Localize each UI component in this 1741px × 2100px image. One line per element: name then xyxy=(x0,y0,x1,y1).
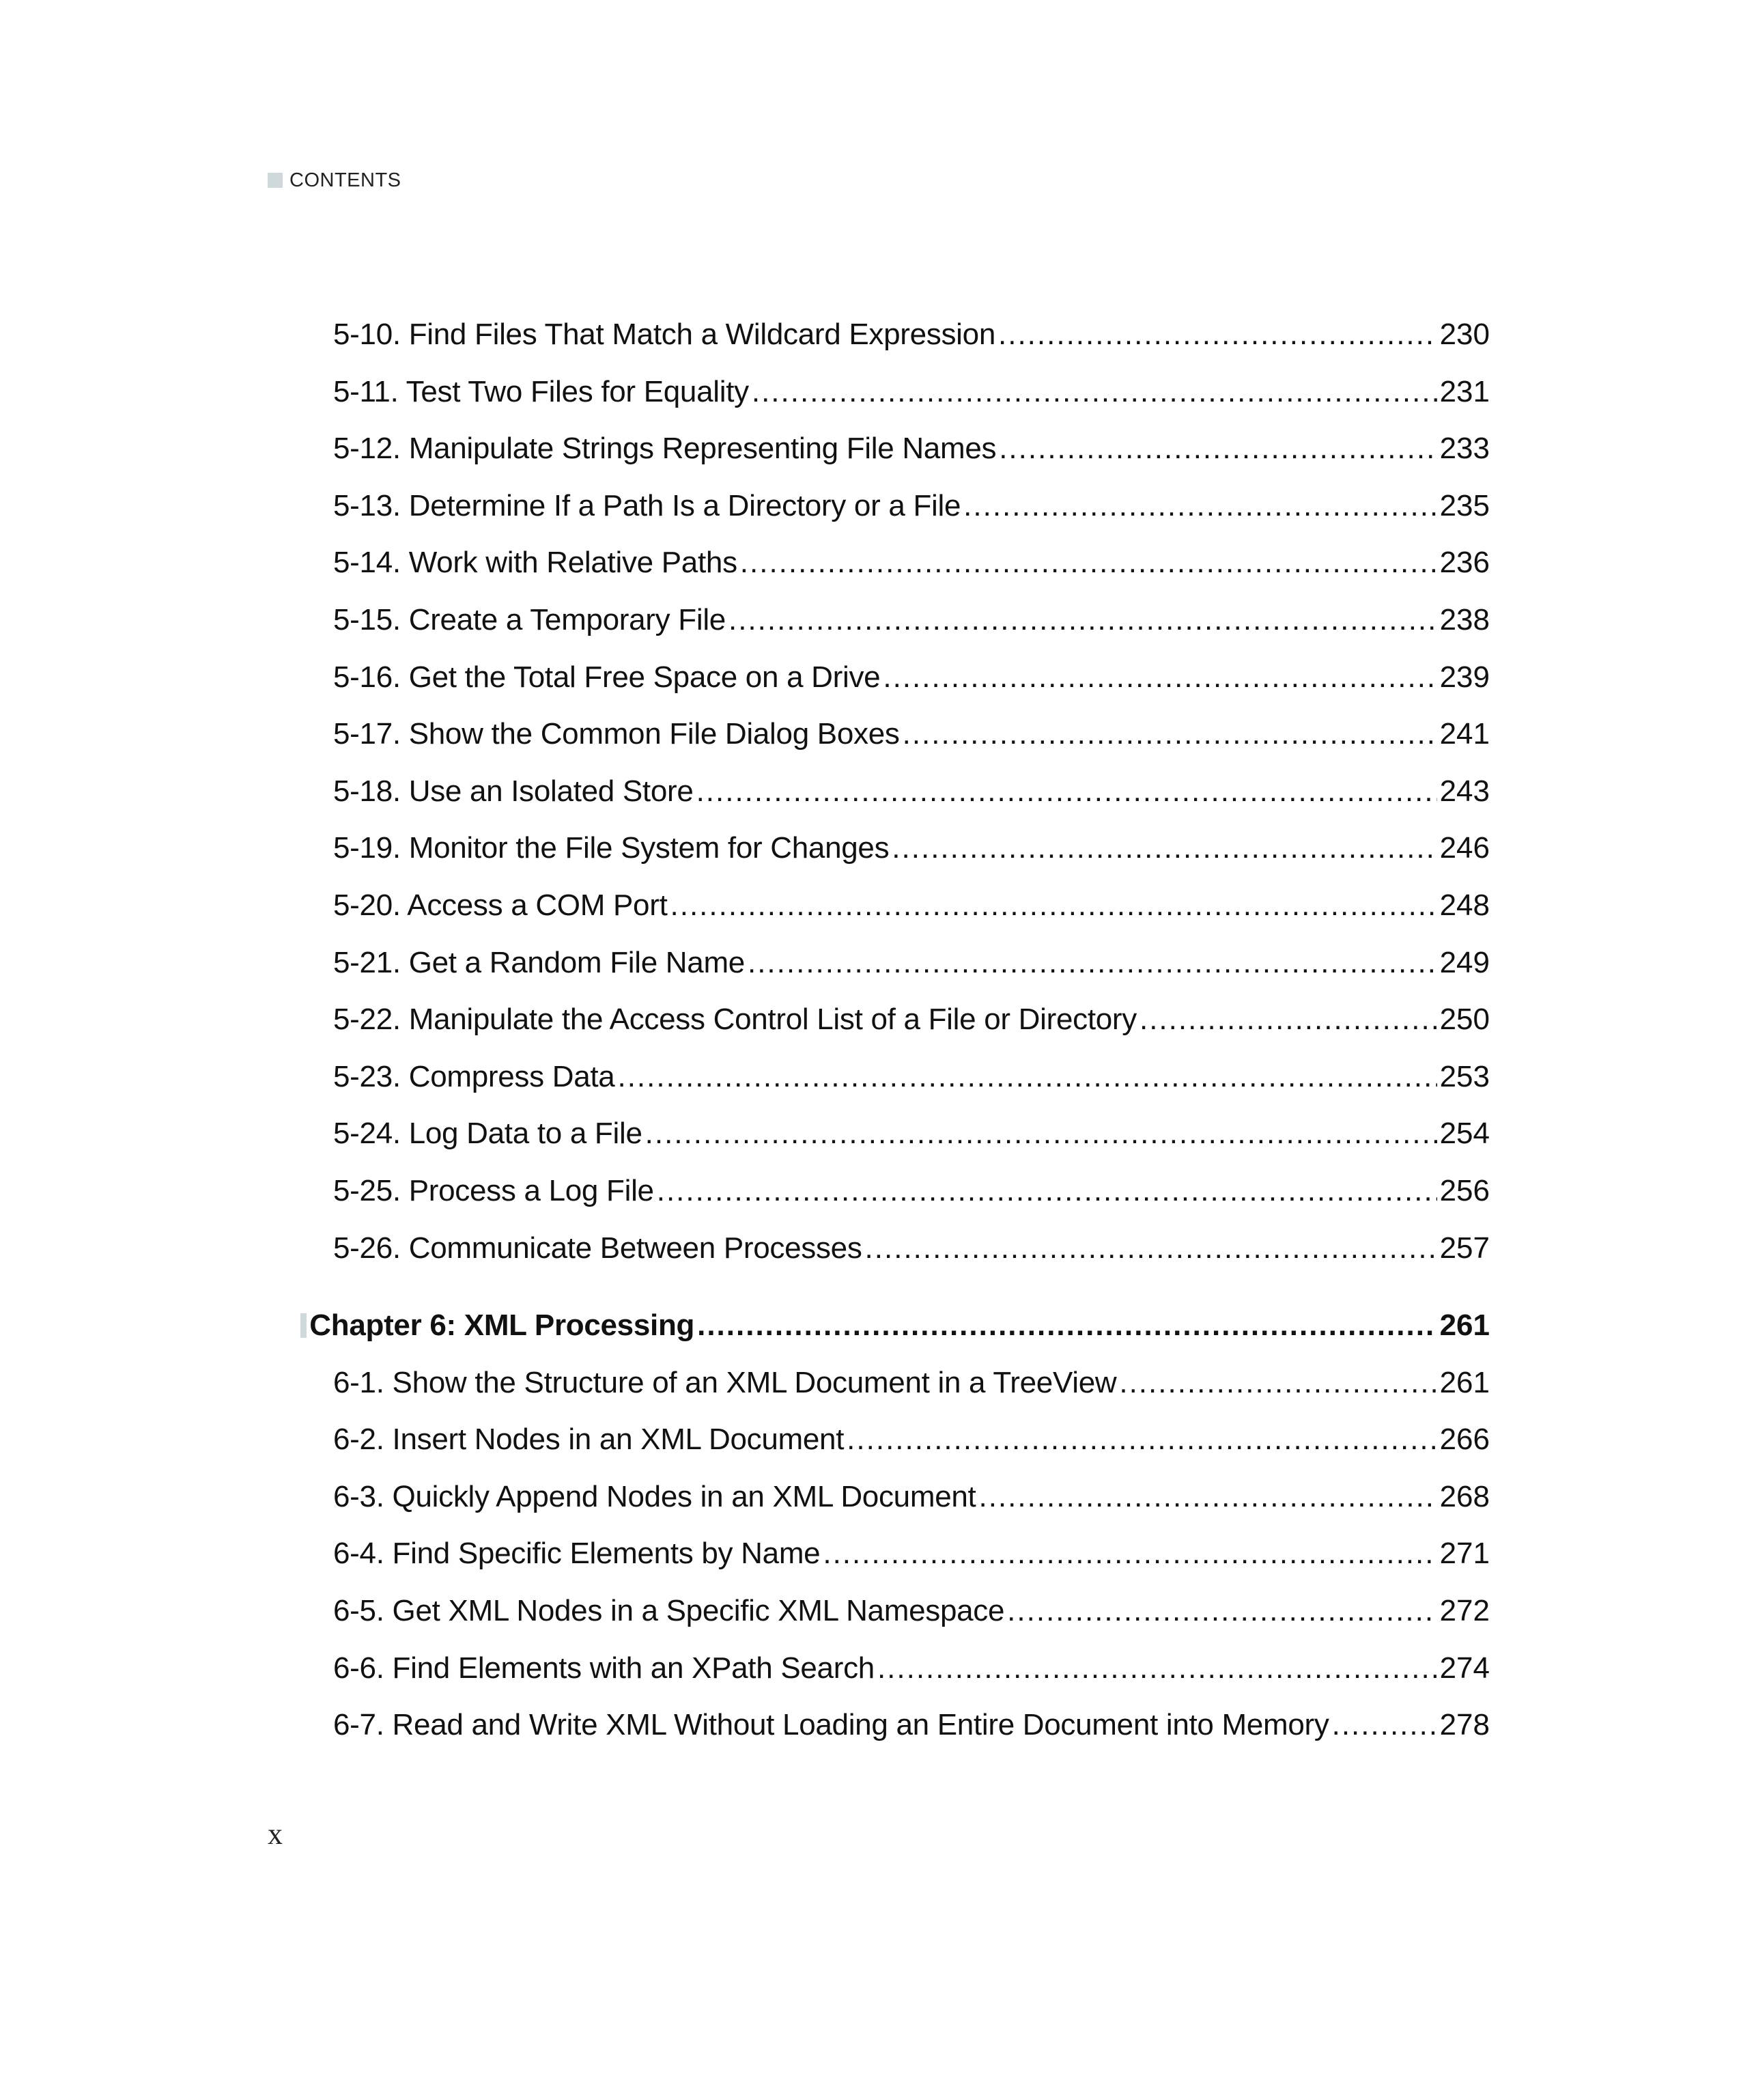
toc-entry-title: 5-17. Show the Common File Dialog Boxes xyxy=(333,717,900,751)
toc-entry-page: 256 xyxy=(1439,1173,1490,1207)
dot-leader xyxy=(645,1105,1437,1162)
toc-entry-page: 239 xyxy=(1439,660,1490,694)
toc-entry-page: 261 xyxy=(1439,1365,1490,1399)
toc-entry xyxy=(300,306,1490,363)
chapter-heading xyxy=(300,1297,1490,1354)
chapter-page: 261 xyxy=(1439,1308,1490,1343)
toc-entry-title: 6-3. Quickly Append Nodes in an XML Document xyxy=(333,1479,976,1513)
dot-leader xyxy=(617,1048,1436,1106)
dot-leader xyxy=(903,705,1437,763)
running-head-label: CONTENTS xyxy=(289,169,401,191)
dot-leader xyxy=(999,420,1436,477)
toc-entry-title: 5-19. Monitor the File System for Changes xyxy=(333,831,890,865)
toc-entry-title: 6-1. Show the Structure of an XML Document in a TreeView xyxy=(333,1365,1117,1399)
toc-entry xyxy=(300,820,1490,877)
dot-leader xyxy=(963,477,1436,535)
dot-leader xyxy=(877,1640,1437,1697)
dot-leader xyxy=(657,1162,1437,1220)
toc-entry-page: 235 xyxy=(1439,488,1490,522)
toc-entry-title: 5-13. Determine If a Path Is a Directory or a File xyxy=(333,488,961,522)
toc-entry-title: 6-6. Find Elements with an XPath Search xyxy=(333,1651,875,1685)
dot-leader xyxy=(697,1297,1436,1354)
toc-entry-page: 266 xyxy=(1439,1423,1490,1457)
dot-leader xyxy=(1332,1696,1437,1754)
dot-leader xyxy=(752,363,1437,421)
toc-entry xyxy=(300,1105,1490,1162)
toc-entry xyxy=(300,363,1490,421)
toc-entry xyxy=(300,763,1490,820)
toc-entry-page: 268 xyxy=(1439,1479,1490,1513)
toc-entry-page: 246 xyxy=(1439,831,1490,865)
chapter-title: Chapter 6: XML Processing xyxy=(309,1308,695,1343)
toc-entry-page: 248 xyxy=(1439,888,1490,922)
running-head xyxy=(268,167,401,194)
toc-entry xyxy=(300,420,1490,477)
toc-entry-page: 241 xyxy=(1439,717,1490,751)
toc-entry-title: 6-7. Read and Write XML Without Loading an Entire Document into Memory xyxy=(333,1708,1329,1742)
toc-entry-title: 5-23. Compress Data xyxy=(333,1059,615,1093)
toc-entry-page: 254 xyxy=(1439,1117,1490,1151)
dot-leader xyxy=(696,763,1437,820)
toc-entry xyxy=(300,877,1490,934)
toc-entry-page: 233 xyxy=(1439,432,1490,466)
toc-entry-page: 236 xyxy=(1439,546,1490,580)
toc-entry-title: 5-12. Manipulate Strings Representing File Names xyxy=(333,432,997,466)
dot-leader xyxy=(865,1220,1437,1277)
toc-entry-page: 278 xyxy=(1439,1708,1490,1742)
dot-leader xyxy=(1140,991,1437,1048)
toc-entry-page: 238 xyxy=(1439,602,1490,636)
toc-entry-title: 5-15. Create a Temporary File xyxy=(333,602,726,636)
toc-entry xyxy=(300,477,1490,535)
toc-entry xyxy=(300,1411,1490,1468)
toc-entry xyxy=(300,1048,1490,1106)
dot-leader xyxy=(1007,1582,1436,1640)
toc-entry-title: 5-18. Use an Isolated Store xyxy=(333,774,694,808)
toc-entry-page: 250 xyxy=(1439,1003,1490,1037)
toc-entry-title: 5-26. Communicate Between Processes xyxy=(333,1231,862,1265)
dot-leader xyxy=(670,877,1437,934)
toc-entry xyxy=(300,705,1490,763)
toc-entry xyxy=(300,991,1490,1048)
toc-entry xyxy=(300,1468,1490,1526)
toc-entry xyxy=(300,591,1490,649)
toc-entry-page: 249 xyxy=(1439,945,1490,979)
toc-entry xyxy=(300,1162,1490,1220)
toc-entry xyxy=(300,934,1490,992)
toc-entry-page: 253 xyxy=(1439,1059,1490,1093)
dot-leader xyxy=(998,306,1437,363)
toc-entry-title: 5-11. Test Two Files for Equality xyxy=(333,374,749,408)
dot-leader xyxy=(748,934,1437,992)
page-folio: x xyxy=(268,1817,283,1851)
toc-entry xyxy=(300,1220,1490,1277)
toc-entry-page: 257 xyxy=(1439,1231,1490,1265)
toc-entry-title: 5-10. Find Files That Match a Wildcard Expression xyxy=(333,318,995,351)
toc-entry xyxy=(300,1525,1490,1582)
dot-leader xyxy=(883,649,1436,706)
toc-entry-title: 5-14. Work with Relative Paths xyxy=(333,546,737,580)
toc-entry xyxy=(300,1354,1490,1412)
dot-leader xyxy=(728,591,1437,649)
toc-entry-title: 5-21. Get a Random File Name xyxy=(333,945,745,979)
toc-entry-title: 5-16. Get the Total Free Space on a Drive xyxy=(333,660,881,694)
toc-entry-title: 6-4. Find Specific Elements by Name xyxy=(333,1537,821,1571)
toc-entry xyxy=(300,1582,1490,1640)
toc-entry-page: 271 xyxy=(1439,1537,1490,1571)
toc-entry-page: 230 xyxy=(1439,318,1490,351)
dot-leader xyxy=(823,1525,1436,1582)
dot-leader xyxy=(740,534,1437,591)
toc-entry-title: 6-2. Insert Nodes in an XML Document xyxy=(333,1423,845,1457)
toc-entry xyxy=(300,534,1490,591)
square-bullet-icon xyxy=(268,173,283,188)
toc-entry-page: 243 xyxy=(1439,774,1490,808)
square-bullet-icon xyxy=(300,1313,307,1338)
toc-entry-title: 5-25. Process a Log File xyxy=(333,1173,654,1207)
toc-entry xyxy=(300,649,1490,706)
toc-entry-page: 231 xyxy=(1439,374,1490,408)
dot-leader xyxy=(847,1411,1436,1468)
toc-entry-page: 272 xyxy=(1439,1594,1490,1628)
dot-leader xyxy=(1119,1354,1436,1412)
toc-entry-title: 6-5. Get XML Nodes in a Specific XML Namespace xyxy=(333,1594,1005,1628)
toc-entry-title: 5-20. Access a COM Port xyxy=(333,888,668,922)
toc-entry xyxy=(300,1640,1490,1697)
toc-entry xyxy=(300,1696,1490,1754)
toc-entry-page: 274 xyxy=(1439,1651,1490,1685)
dot-leader xyxy=(892,820,1436,877)
dot-leader xyxy=(978,1468,1436,1526)
toc-entry-title: 5-24. Log Data to a File xyxy=(333,1117,642,1151)
toc-entry-title: 5-22. Manipulate the Access Control List of a File or Directory xyxy=(333,1003,1137,1037)
table-of-contents xyxy=(300,306,1490,1754)
